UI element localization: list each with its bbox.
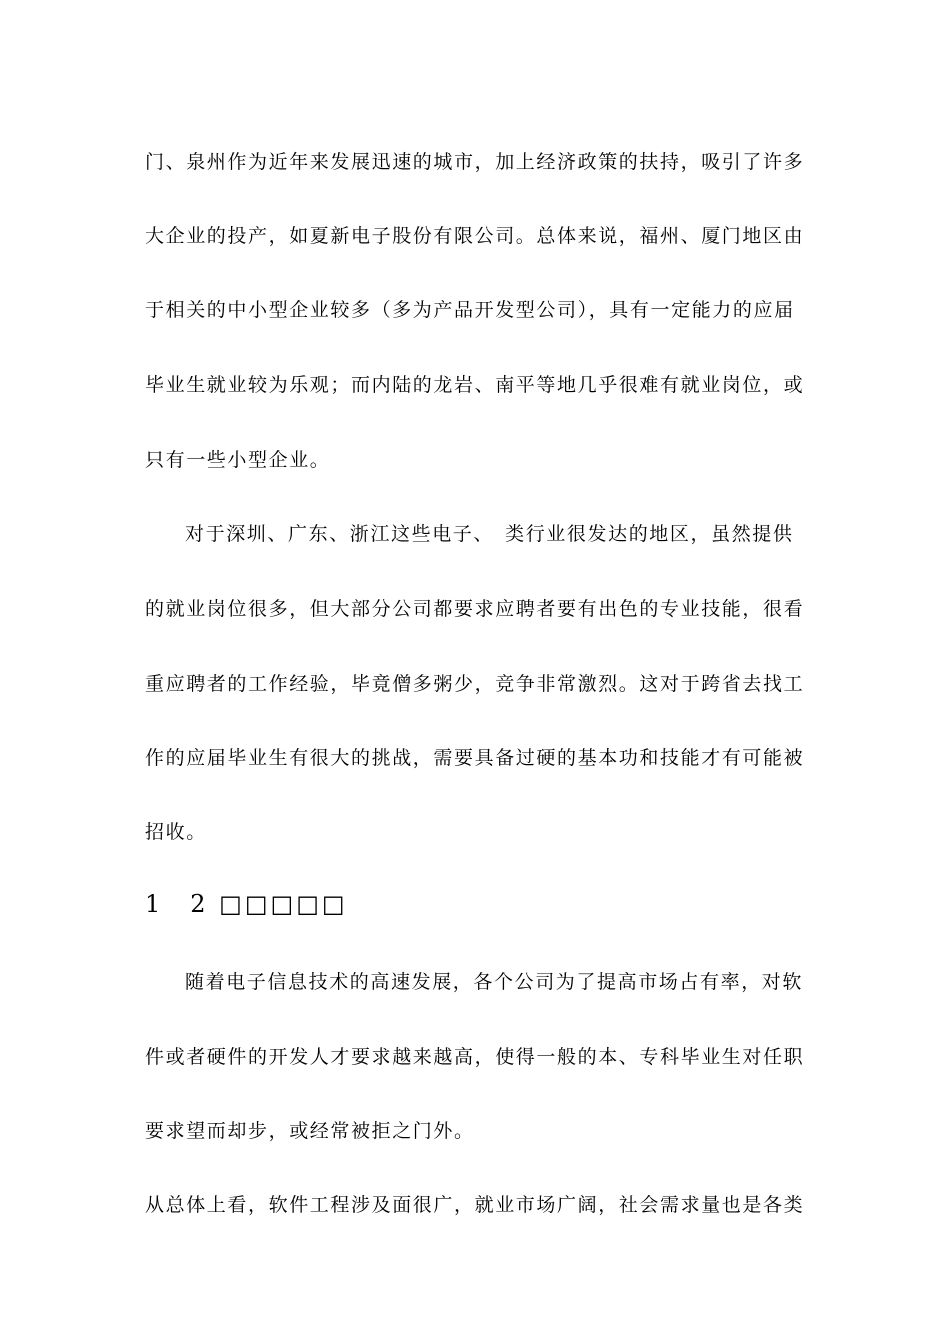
paragraph-2-line-5: 招收。 bbox=[145, 821, 207, 843]
paragraph-2-line-2: 的就业岗位很多，但大部分公司都要求应聘者要有出色的专业技能，很看 bbox=[145, 598, 805, 620]
paragraph-3-line-2: 件或者硬件的开发人才要求越来越高，使得一般的本、专科毕业生对任职 bbox=[145, 1046, 805, 1068]
paragraph-4-line-1: 从总体上看，软件工程涉及面很广，就业市场广阔，社会需求量也是各类 bbox=[145, 1194, 805, 1216]
paragraph-1-line-5: 只有一些小型企业。 bbox=[145, 449, 331, 471]
paragraph-2-line-1: 对于深圳、广东、浙江这些电子、 类行业很发达的地区，虽然提供 bbox=[185, 523, 794, 545]
paragraph-2-line-4: 作的应届毕业生有很大的挑战，需要具备过硬的基本功和技能才有可能被 bbox=[145, 747, 805, 769]
paragraph-1-line-4: 毕业生就业较为乐观；而内陆的龙岩、南平等地几乎很难有就业岗位，或 bbox=[145, 374, 805, 396]
paragraph-3-line-1: 随着电子信息技术的高速发展，各个公司为了提高市场占有率，对软 bbox=[185, 971, 804, 993]
paragraph-1-line-2: 大企业的投产，如夏新电子股份有限公司。总体来说，福州、厦门地区由 bbox=[145, 225, 805, 247]
paragraph-1-line-1: 门、泉州作为近年来发展迅速的城市，加上经济政策的扶持，吸引了许多 bbox=[145, 151, 805, 173]
paragraph-2-line-3: 重应聘者的工作经验，毕竟僧多粥少，竞争非常激烈。这对于跨省去找工 bbox=[145, 673, 805, 695]
section-heading: 1 2 □□□□□ bbox=[145, 890, 348, 918]
paragraph-3-line-3: 要求望而却步，或经常被拒之门外。 bbox=[145, 1120, 475, 1142]
paragraph-1-line-3: 于相关的中小型企业较多（多为产品开发型公司），具有一定能力的应届 bbox=[145, 299, 795, 321]
